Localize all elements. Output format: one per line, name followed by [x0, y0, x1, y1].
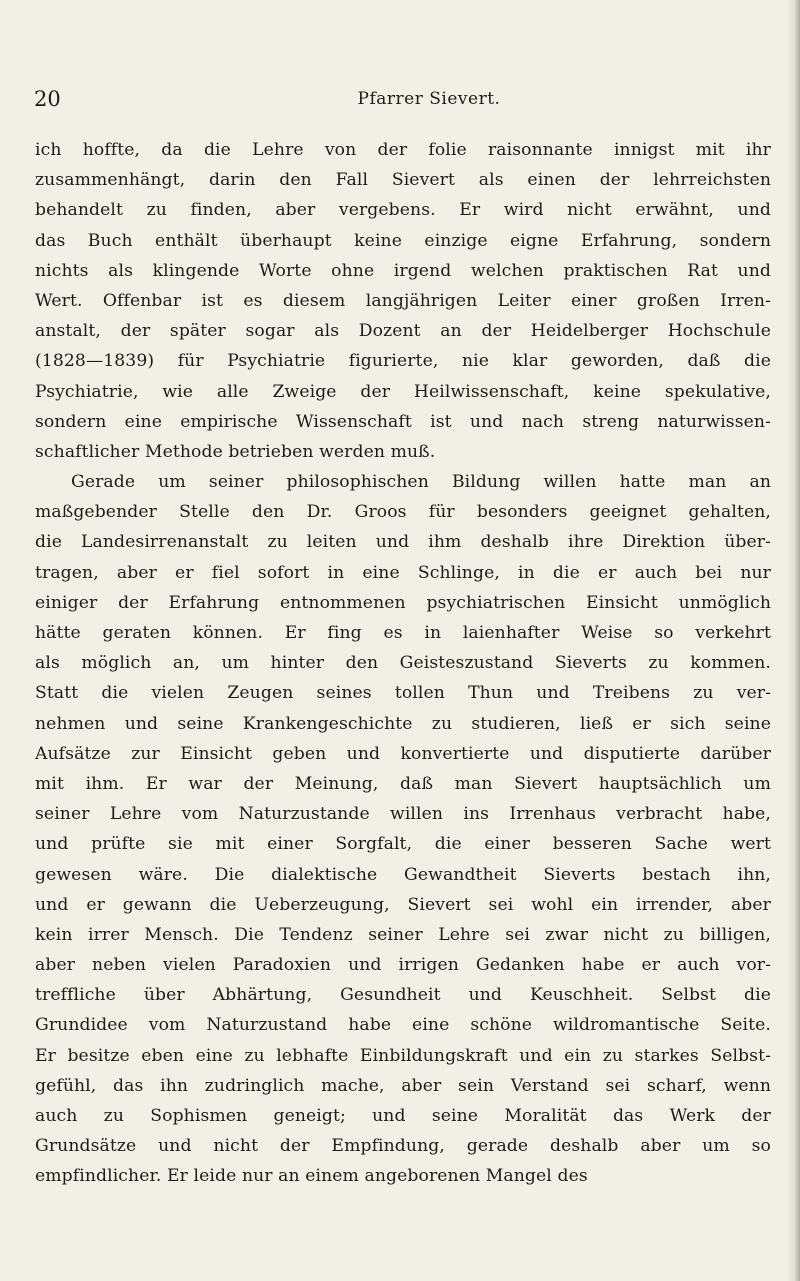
text-line: mit ihm. Er war der Meinung, daß man Sievert hauptsächlich um — [35, 773, 771, 794]
text-line: sondern eine empirische Wissenschaft ist und nach streng naturwissen- — [35, 411, 771, 432]
page-number: 20 — [34, 87, 61, 111]
text-line: hätte geraten können. Er fing es in laienhafter Weise so verkehrt — [35, 623, 771, 643]
text-line: kein irrer Mensch. Die Tendenz seiner Lehre sei zwar nicht zu billigen, — [35, 924, 771, 945]
text-line: die Landesirrenanstalt zu leiten und ihm deshalb ihre Direktion über- — [35, 532, 771, 553]
text-line: und prüfte sie mit einer Sorgfalt, die einer besseren Sache wert — [35, 834, 771, 855]
page-header — [34, 84, 754, 114]
text-line: Gerade um seiner philosophischen Bildung willen hatte man an — [71, 472, 771, 493]
text-line: gefühl, das ihn zudringlich mache, aber sein Verstand sei scharf, wenn — [35, 1075, 771, 1096]
text-line: einiger der Erfahrung entnommenen psychiatrischen Einsicht unmöglich — [35, 592, 771, 613]
text-line: maßgebender Stelle den Dr. Groos für besonders geeignet gehalten, — [35, 502, 771, 523]
text-line: tragen, aber er fiel sofort in eine Schlinge, in die er auch bei nur — [35, 562, 771, 583]
text-line: aber neben vielen Paradoxien und irrigen Gedanken habe er auch vor- — [35, 955, 771, 976]
text-line: nehmen und seine Krankengeschichte zu studieren, ließ er sich seine — [35, 713, 771, 734]
text-line: ich hoffte, da die Lehre von der folie raisonnante innigst mit ihr — [35, 140, 771, 160]
text-line: schaftlicher Methode betrieben werden muß. — [35, 441, 436, 462]
text-line: Er besitze eben eine zu lebhafte Einbildungskraft und ein zu starkes Selbst- — [35, 1045, 771, 1066]
text-line: Aufsätze zur Einsicht geben und konvertierte und disputierte darüber — [35, 743, 771, 764]
text-line: auch zu Sophismen geneigt; und seine Moralität das Werk der — [35, 1106, 771, 1126]
page-edge-shadow — [786, 0, 800, 1281]
text-line: Grundsätze und nicht der Empfindung, gerade deshalb aber um so — [35, 1136, 771, 1157]
text-line: als möglich an, um hinter den Geisteszustand Sieverts zu kommen. — [35, 653, 771, 674]
text-line: zusammenhängt, darin den Fall Sievert als einen der lehrreichsten — [35, 170, 771, 191]
text-line: (1828—1839) für Psychiatrie figurierte, nie klar geworden, daß die — [35, 351, 771, 372]
text-line: gewesen wäre. Die dialektische Gewandtheit Sieverts bestach ihn, — [35, 864, 771, 885]
text-line: und er gewann die Ueberzeugung, Sievert sei wohl ein irrender, aber — [35, 894, 771, 915]
text-line: empfindlicher. Er leide nur an einem angeborenen Mangel des — [35, 1166, 588, 1187]
text-line: treffliche über Abhärtung, Gesundheit und Keuschheit. Selbst die — [35, 985, 771, 1006]
body-text — [35, 135, 771, 1192]
text-line: nichts als klingende Worte ohne irgend welchen praktischen Rat und — [35, 260, 771, 281]
text-line: seiner Lehre vom Naturzustande willen ins Irrenhaus verbracht habe, — [35, 804, 771, 825]
running-head: Pfarrer Sievert. — [357, 89, 501, 109]
text-line: Psychiatrie, wie alle Zweige der Heilwissenschaft, keine spekulative, — [35, 381, 771, 402]
text-line: behandelt zu finden, aber vergebens. Er wird nicht erwähnt, und — [35, 200, 771, 221]
text-line: Grundidee vom Naturzustand habe eine schöne wildromantische Seite. — [35, 1015, 771, 1036]
text-line: Wert. Offenbar ist es diesem langjährigen Leiter einer großen Irren- — [35, 290, 771, 311]
text-line: Statt die vielen Zeugen seines tollen Thun und Treibens zu ver- — [35, 683, 771, 704]
text-line: das Buch enthält überhaupt keine einzige eigne Erfahrung, sondern — [35, 230, 771, 251]
text-line: anstalt, der später sogar als Dozent an der Heidelberger Hochschule — [35, 321, 771, 342]
